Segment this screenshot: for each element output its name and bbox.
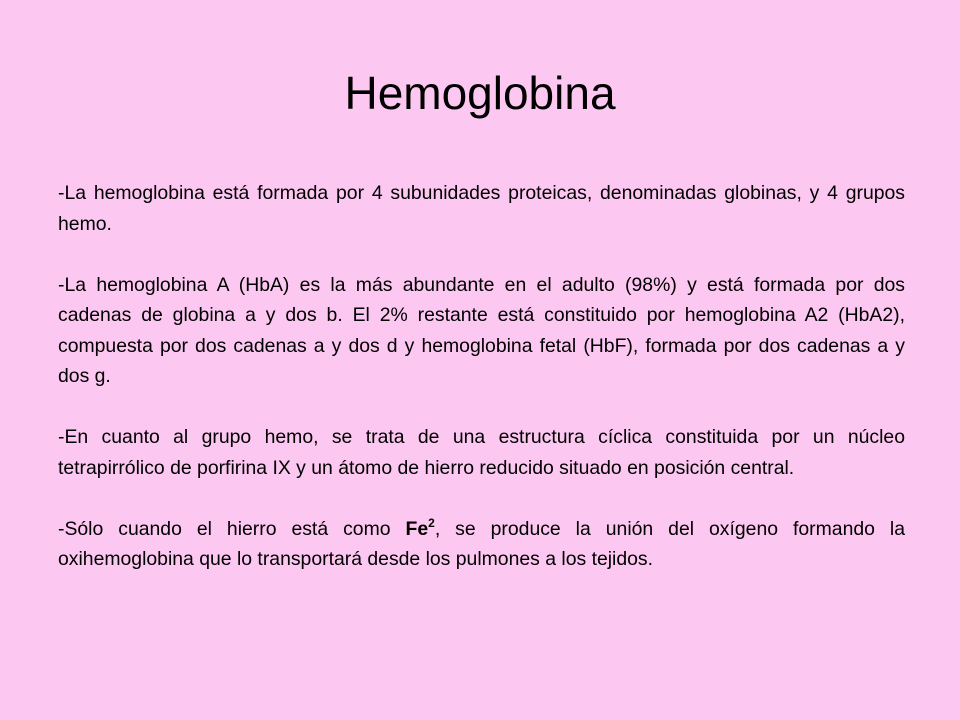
paragraph-oxygen-binding — [58, 514, 905, 575]
slide-title: Hemoglobina — [344, 67, 616, 119]
iron-charge-superscript: 2 — [428, 515, 435, 530]
iron-ion-symbol — [405, 515, 435, 540]
iron-symbol: Fe — [405, 517, 429, 540]
paragraph-hemoglobin-types: -La hemoglobina A (HbA) es la más abundante en el adulto (98%) y está formada por dos cadenas de globina a y dos b. El 2% restante está constituido por hemoglobina A2 (HbA2), compuesta por dos cadenas a y dos d y hemoglobina fetal (HbF), formada por dos cadenas a y dos g. — [58, 273, 905, 387]
paragraph-oxygen-binding-intro: -Sólo cuando el hierro está como — [58, 517, 406, 540]
paragraph-hemo-group: -En cuanto al grupo hemo, se trata de una estructura cíclica constituida por un núcleo tetrapirrólico de porfirina IX y un átomo de hierro reducido situado en posición central. — [58, 426, 905, 479]
slide-body — [58, 178, 905, 575]
paragraph-composition: -La hemoglobina está formada por 4 subunidades proteicas, denominadas globinas, y 4 grupos hemo. — [58, 182, 905, 235]
paragraph-oxygen-binding-rest: , se produce la unión del oxígeno formando la oxihemoglobina que lo transportará desde los pulmones a los tejidos. — [58, 517, 905, 570]
